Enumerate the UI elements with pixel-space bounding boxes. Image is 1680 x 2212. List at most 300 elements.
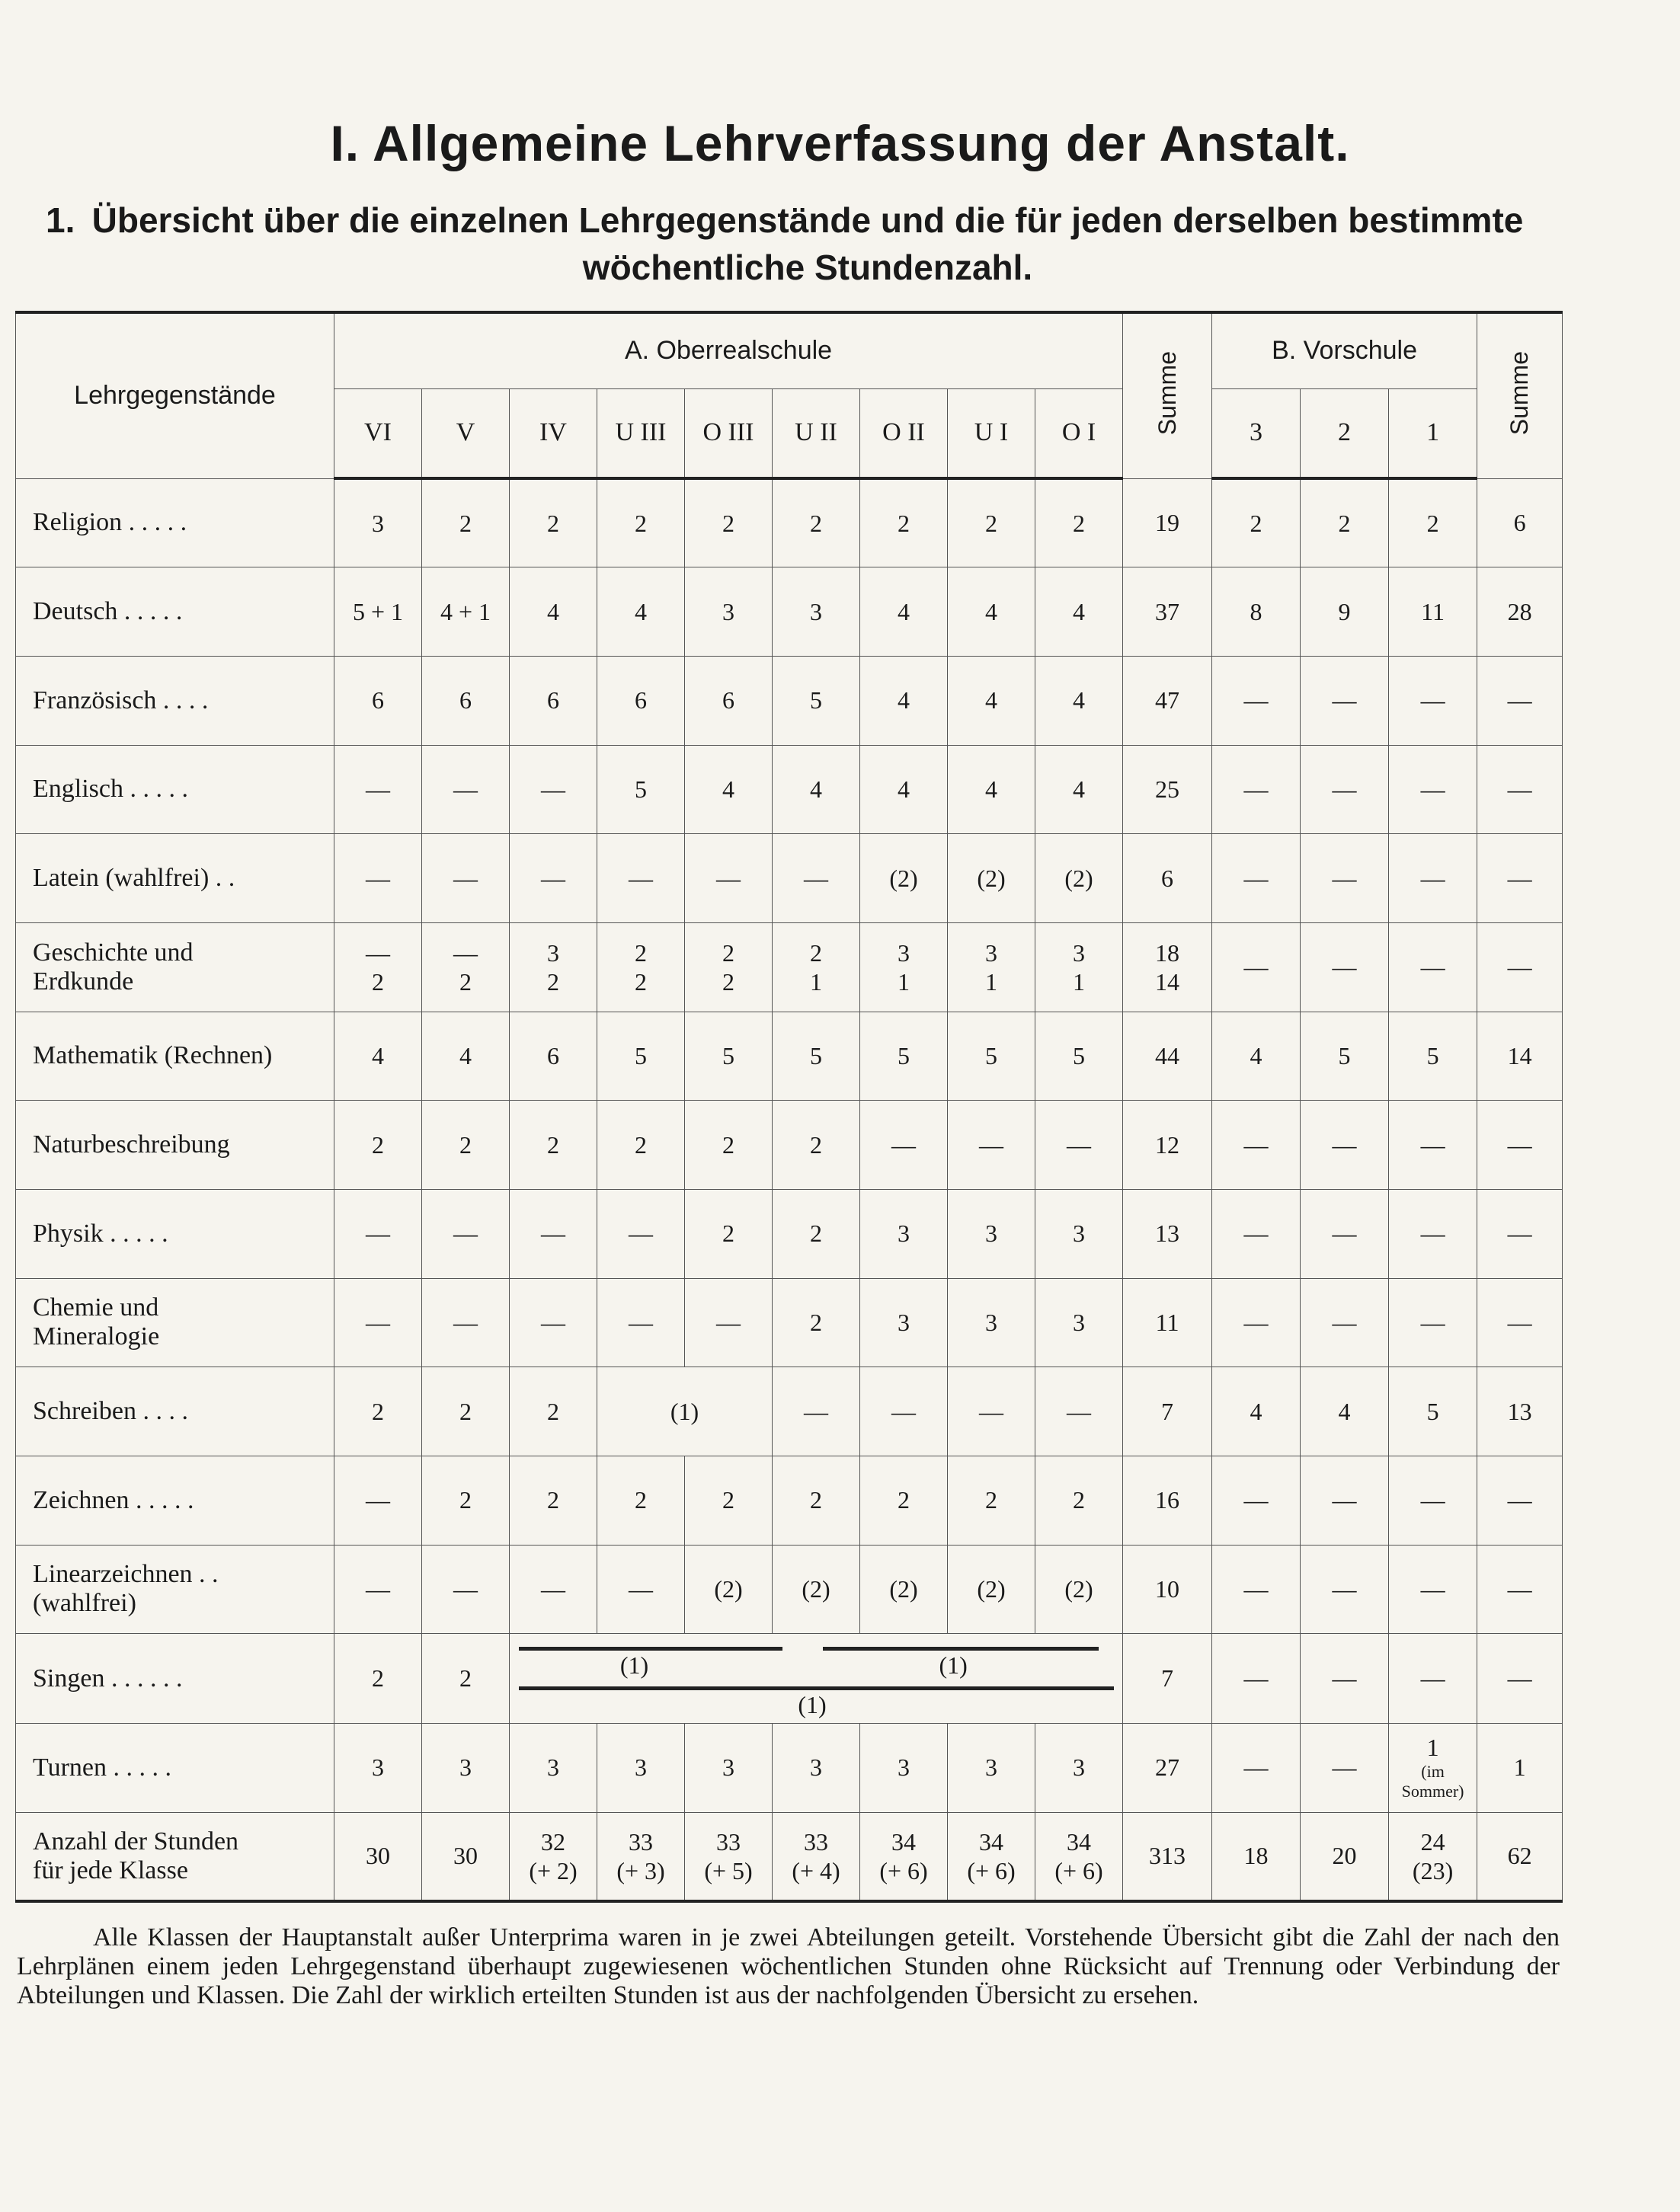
value-cell: 11: [1389, 567, 1477, 657]
value-line1: 3: [898, 938, 910, 967]
value-cell: 3: [334, 1723, 422, 1812]
value-cell: [510, 1812, 597, 1901]
value-cell: [510, 922, 597, 1012]
value-cell: —: [685, 834, 773, 923]
value-cell: 6: [422, 656, 510, 745]
value-cell: —: [1212, 834, 1301, 923]
value-cell: 3: [948, 1278, 1035, 1367]
value-cell: —: [1389, 745, 1477, 834]
value-cell: 4: [860, 567, 948, 657]
sum-b-cell: —: [1477, 1545, 1563, 1634]
value-cell: —: [1212, 1456, 1301, 1545]
value-line2: 1: [898, 967, 910, 996]
value-cell: 5 + 1: [334, 567, 422, 657]
class-header-b: 2: [1301, 388, 1389, 478]
value-cell: —: [1301, 1189, 1389, 1278]
table-row: [16, 1012, 1563, 1101]
value-cell: 4: [948, 745, 1035, 834]
value-line2: (+ 6): [1054, 1856, 1103, 1884]
value-cell: —: [334, 1456, 422, 1545]
value-cell: [1389, 1812, 1477, 1901]
sum-b-cell: —: [1477, 834, 1563, 923]
value-cell: 3: [510, 1723, 597, 1812]
value-cell: 2: [685, 1101, 773, 1190]
sum-a-cell: 19: [1123, 478, 1212, 567]
table-row: [16, 1189, 1563, 1278]
subject-cell: Latein (wahlfrei) . .: [16, 834, 334, 923]
value-cell: —: [1301, 1545, 1389, 1634]
subject-cell: Französisch . . . .: [16, 656, 334, 745]
value-cell: 2: [334, 1101, 422, 1190]
subject-cell: Deutsch . . . . .: [16, 567, 334, 657]
value-line2: 2: [722, 967, 734, 996]
value-cell: [334, 922, 422, 1012]
value-line1: 33: [716, 1827, 741, 1856]
value-cell: 4: [1035, 567, 1123, 657]
value-cell: 5: [948, 1012, 1035, 1101]
sum-a-cell: 47: [1123, 656, 1212, 745]
subject-line1: Chemie und: [33, 1293, 159, 1322]
class-header-a: O II: [860, 388, 948, 478]
table-row: [16, 1367, 1563, 1456]
table-row: [16, 567, 1563, 657]
sum-b-cell: —: [1477, 1456, 1563, 1545]
value-cell: —: [1301, 745, 1389, 834]
value-cell: —: [1389, 1278, 1477, 1367]
value-line1: 34: [979, 1827, 1003, 1856]
value-cell: 2: [860, 478, 948, 567]
value-cell: [773, 1812, 860, 1901]
value-cell: 2: [597, 1456, 685, 1545]
sum-b-cell: 62: [1477, 1812, 1563, 1901]
value-cell: —: [1389, 1101, 1477, 1190]
value-cell: (2): [1035, 1545, 1123, 1634]
value-cell: (2): [948, 1545, 1035, 1634]
value-cell: —: [773, 1367, 860, 1456]
value-cell: 4: [1212, 1012, 1301, 1101]
value-cell: 5: [1389, 1012, 1477, 1101]
value-cell: 4: [948, 567, 1035, 657]
sum-a-cell: 11: [1123, 1278, 1212, 1367]
value-line1: 34: [891, 1827, 916, 1856]
value-cell: 2: [1035, 1456, 1123, 1545]
value-cell: —: [422, 745, 510, 834]
value-line2: (im: [1421, 1762, 1445, 1782]
value-cell: —: [773, 834, 860, 923]
value-line2: 2: [635, 967, 647, 996]
value-line1: 1: [1426, 1734, 1439, 1762]
value-cell: 4: [860, 745, 948, 834]
value-cell: 2: [597, 1101, 685, 1190]
brace-left-label: (1): [619, 1651, 649, 1680]
value-line2: (+ 5): [704, 1856, 753, 1884]
sum-a-cell: 313: [1123, 1812, 1212, 1901]
sum-b-cell: —: [1477, 1278, 1563, 1367]
value-cell: 2: [422, 1101, 510, 1190]
subject-line1: Anzahl der Stunden: [33, 1827, 239, 1856]
value-cell: —: [1035, 1101, 1123, 1190]
value-cell: [860, 1812, 948, 1901]
value-cell: —: [1035, 1367, 1123, 1456]
value-cell: 3: [1035, 1189, 1123, 1278]
value-cell: —: [1212, 656, 1301, 745]
value-line1: 2: [635, 938, 647, 967]
value-cell: 2: [685, 1189, 773, 1278]
sum-b-cell: —: [1477, 1101, 1563, 1190]
value-cell: 2: [510, 1456, 597, 1545]
value-cell: —: [422, 1278, 510, 1367]
class-header-b: 3: [1212, 388, 1301, 478]
table-row: [16, 1101, 1563, 1190]
sum-a-label: Summe: [1153, 350, 1181, 435]
brace-all-label: (1): [798, 1691, 827, 1719]
table-row: [16, 922, 1563, 1012]
class-header-a: U II: [773, 388, 860, 478]
value-cell: (2): [860, 834, 948, 923]
subject-cell: Englisch . . . . .: [16, 745, 334, 834]
value-cell: [1035, 922, 1123, 1012]
value-cell: 2: [510, 1101, 597, 1190]
value-cell: 2: [685, 478, 773, 567]
value-cell: —: [860, 1101, 948, 1190]
value-cell: 2: [510, 478, 597, 567]
table-row: [16, 834, 1563, 923]
value-cell: 9: [1301, 567, 1389, 657]
subject-cell: [16, 1278, 334, 1367]
value-cell: 3: [1035, 1723, 1123, 1812]
value-line1: 3: [985, 938, 997, 967]
value-cell: 20: [1301, 1812, 1389, 1901]
value-cell: 6: [510, 1012, 597, 1101]
value-line1: 2: [810, 938, 822, 967]
value-cell: 3: [597, 1723, 685, 1812]
value-cell: 4: [422, 1012, 510, 1101]
sum-b-cell: 6: [1477, 478, 1563, 567]
value-cell: —: [1301, 1456, 1389, 1545]
value-cell: —: [422, 834, 510, 923]
value-cell: 2: [773, 1278, 860, 1367]
value-cell: —: [1212, 1545, 1301, 1634]
value-cell: —: [1301, 656, 1389, 745]
value-line1: 33: [804, 1827, 828, 1856]
class-header-a: V: [422, 388, 510, 478]
value-cell: 3: [860, 1278, 948, 1367]
value-cell: 4: [685, 745, 773, 834]
value-line2: (+ 2): [529, 1856, 578, 1884]
sum-b-cell: —: [1477, 1189, 1563, 1278]
value-cell: —: [334, 834, 422, 923]
sum-b-label: Summe: [1506, 350, 1534, 435]
class-header-a: O III: [685, 388, 773, 478]
value-cell: 3: [860, 1723, 948, 1812]
sub-heading-line2: wöchentliche Stundenzahl.: [582, 248, 1033, 287]
value-cell: 2: [773, 478, 860, 567]
value-cell: —: [1212, 1723, 1301, 1812]
value-cell: —: [1389, 1189, 1477, 1278]
class-header-a: O I: [1035, 388, 1123, 478]
value-cell: 5: [860, 1012, 948, 1101]
value-line1: 32: [541, 1827, 565, 1856]
subject-cell: [16, 1545, 334, 1634]
value-line2: (+ 6): [879, 1856, 928, 1884]
value-cell: —: [1389, 922, 1477, 1012]
value-line2: 1: [985, 967, 997, 996]
value-cell: 5: [1389, 1367, 1477, 1456]
sum-a-cell: 6: [1123, 834, 1212, 923]
sub-heading-number: 1.: [46, 200, 75, 240]
value-cell: —: [1301, 1723, 1389, 1812]
subject-line2: Erdkunde: [33, 967, 134, 996]
value-cell: —: [597, 1189, 685, 1278]
value-cell: —: [510, 834, 597, 923]
value-cell: 6: [334, 656, 422, 745]
brace-left-line: [519, 1647, 782, 1651]
subject-line2: Mineralogie: [33, 1322, 160, 1351]
footnote-text: Alle Klassen der Hauptanstalt außer Unterprima waren in je zwei Abteilungen geteilt. Vorstehende Übersicht gibt die Zahl der nach den Lehrplänen einem jeden Lehrgegenstand überhaupt zugewiesenen wöchentlichen Stunden ohne Rücksicht auf Trennung oder Verbindung der Abteilungen und Klassen. Die Zahl der wirklich erteilten Stunden ist aus der nachfolgenden Übersicht zu ersehen.: [17, 1923, 1560, 2009]
value-cell: 30: [334, 1812, 422, 1901]
table-row: [16, 745, 1563, 834]
sum-a-header: [1123, 312, 1212, 478]
sum-line1: 18: [1155, 938, 1180, 967]
value-cell: 4: [334, 1012, 422, 1101]
group-b-header: B. Vorschule: [1212, 312, 1477, 388]
subject-line2: (wahlfrei): [33, 1589, 136, 1618]
subject-line1: Linearzeichnen . .: [33, 1560, 219, 1589]
value-cell: [597, 1812, 685, 1901]
value-cell: —: [1301, 1278, 1389, 1367]
value-cell: 3: [773, 567, 860, 657]
value-cell: 6: [510, 656, 597, 745]
value-line1: 3: [1073, 938, 1086, 967]
main-heading: I. Allgemeine Lehrverfassung der Anstalt.: [330, 115, 1350, 171]
value-cell: —: [597, 1545, 685, 1634]
subject-cell: Naturbeschreibung: [16, 1101, 334, 1190]
subject-cell: Physik . . . . .: [16, 1189, 334, 1278]
sum-a-cell: 7: [1123, 1634, 1212, 1724]
value-line2: 2: [547, 967, 559, 996]
value-cell: 2: [685, 1456, 773, 1545]
value-cell: 5: [597, 1012, 685, 1101]
value-cell: [422, 922, 510, 1012]
value-cell: —: [422, 1189, 510, 1278]
value-line1: 2: [722, 938, 734, 967]
value-cell: 2: [773, 1101, 860, 1190]
value-line1: 33: [629, 1827, 653, 1856]
value-cell: 5: [773, 656, 860, 745]
brace-right-label: (1): [939, 1651, 968, 1680]
sum-b-header: [1477, 312, 1563, 478]
value-cell: 18: [1212, 1812, 1301, 1901]
value-cell: —: [1389, 1456, 1477, 1545]
value-cell: 5: [597, 745, 685, 834]
value-cell: —: [510, 1189, 597, 1278]
subjects-table: [15, 311, 1563, 1903]
value-cell: [1389, 1723, 1477, 1812]
value-cell: —: [1301, 834, 1389, 923]
value-cell: 2: [597, 478, 685, 567]
value-cell: 2: [510, 1367, 597, 1456]
value-cell: —: [1389, 834, 1477, 923]
value-cell: 2: [422, 1456, 510, 1545]
value-cell: —: [510, 1278, 597, 1367]
sub-heading: [46, 197, 1570, 291]
value-cell: 3: [1035, 1278, 1123, 1367]
value-cell: 4: [948, 656, 1035, 745]
value-cell: 4: [1301, 1367, 1389, 1456]
subject-cell: [16, 922, 334, 1012]
brace-all-line: [519, 1686, 1114, 1690]
value-cell: [948, 1812, 1035, 1901]
table-row: [16, 478, 1563, 567]
sum-a-cell: [1123, 922, 1212, 1012]
sub-heading-line1: Übersicht über die einzelnen Lehrgegenstände und die für jeden derselben bestimmte: [91, 200, 1524, 240]
value-cell: —: [510, 1545, 597, 1634]
value-cell: —: [1389, 656, 1477, 745]
table-row: [16, 1278, 1563, 1367]
value-cell: —: [334, 745, 422, 834]
value-cell: —: [1301, 1634, 1389, 1724]
sum-a-cell: 7: [1123, 1367, 1212, 1456]
subject-header: Lehrgegenstände: [16, 312, 334, 478]
sum-a-cell: 27: [1123, 1723, 1212, 1812]
value-cell: 3: [422, 1723, 510, 1812]
singen-brace-cell: [510, 1634, 1123, 1724]
table-row: [16, 1634, 1563, 1724]
value-line2: (+ 4): [792, 1856, 840, 1884]
value-cell: 6: [685, 656, 773, 745]
sum-b-cell: —: [1477, 922, 1563, 1012]
sum-a-cell: 25: [1123, 745, 1212, 834]
value-line1: —: [366, 938, 390, 967]
value-cell: 2: [948, 1456, 1035, 1545]
value-cell: 4: [1035, 656, 1123, 745]
subject-line1: Geschichte und: [33, 938, 194, 967]
value-cell: —: [1212, 1101, 1301, 1190]
value-cell: 3: [685, 567, 773, 657]
value-cell: 3: [948, 1723, 1035, 1812]
value-cell: —: [510, 745, 597, 834]
value-cell: —: [1389, 1634, 1477, 1724]
value-cell: 6: [597, 656, 685, 745]
value-cell: —: [1212, 1634, 1301, 1724]
value-cell: [860, 922, 948, 1012]
value-line2: (+ 3): [616, 1856, 665, 1884]
value-cell: 3: [860, 1189, 948, 1278]
value-cell: —: [860, 1367, 948, 1456]
value-cell: 2: [1389, 478, 1477, 567]
value-cell: 2: [860, 1456, 948, 1545]
sum-b-cell: 13: [1477, 1367, 1563, 1456]
brace-wrap: [510, 1635, 1122, 1722]
value-cell: 5: [1301, 1012, 1389, 1101]
value-cell: —: [1389, 1545, 1477, 1634]
value-cell: —: [1212, 1189, 1301, 1278]
value-cell: —: [597, 1278, 685, 1367]
value-cell: [685, 1812, 773, 1901]
value-cell: —: [334, 1189, 422, 1278]
value-cell: [948, 922, 1035, 1012]
sum-b-cell: 14: [1477, 1012, 1563, 1101]
value-cell: [597, 922, 685, 1012]
table-row: [16, 656, 1563, 745]
value-line1: 3: [547, 938, 559, 967]
class-header-a: U I: [948, 388, 1035, 478]
value-cell: 2: [1301, 478, 1389, 567]
value-cell: 2: [1035, 478, 1123, 567]
value-cell: [1035, 1812, 1123, 1901]
value-cell: 2: [948, 478, 1035, 567]
value-cell: 3: [334, 478, 422, 567]
value-cell: —: [685, 1278, 773, 1367]
value-cell: (2): [948, 834, 1035, 923]
sum-a-cell: 44: [1123, 1012, 1212, 1101]
value-cell: (2): [773, 1545, 860, 1634]
footnote: [17, 1923, 1560, 2010]
value-cell: —: [1301, 922, 1389, 1012]
subject-cell: Turnen . . . . .: [16, 1723, 334, 1812]
value-cell: 2: [422, 1634, 510, 1724]
value-cell: 4: [510, 567, 597, 657]
value-cell: 3: [948, 1189, 1035, 1278]
value-cell: 4: [1212, 1367, 1301, 1456]
value-cell: —: [334, 1545, 422, 1634]
value-line2: (23): [1412, 1856, 1454, 1884]
value-cell: 8: [1212, 567, 1301, 657]
value-line2: 1: [1073, 967, 1086, 996]
value-line2: 2: [372, 967, 384, 996]
value-cell: 3: [685, 1723, 773, 1812]
value-cell: 4: [773, 745, 860, 834]
value-line1: —: [453, 938, 478, 967]
table-row: [16, 1545, 1563, 1634]
sum-a-cell: 16: [1123, 1456, 1212, 1545]
sum-b-cell: —: [1477, 1634, 1563, 1724]
value-cell: 4: [597, 567, 685, 657]
sum-b-cell: —: [1477, 656, 1563, 745]
value-cell: 30: [422, 1812, 510, 1901]
value-cell: (2): [685, 1545, 773, 1634]
value-cell: —: [1212, 1278, 1301, 1367]
value-cell: 2: [334, 1634, 422, 1724]
subject-cell: Religion . . . . .: [16, 478, 334, 567]
value-line2: 1: [810, 967, 822, 996]
subject-cell: Singen . . . . . .: [16, 1634, 334, 1724]
value-cell: 4: [860, 656, 948, 745]
value-cell: 2: [422, 1367, 510, 1456]
value-cell: (2): [860, 1545, 948, 1634]
value-cell: 2: [334, 1367, 422, 1456]
class-header-b: 1: [1389, 388, 1477, 478]
value-cell: 5: [773, 1012, 860, 1101]
sum-b-cell: 28: [1477, 567, 1563, 657]
value-cell: —: [1212, 922, 1301, 1012]
value-cell: —: [948, 1367, 1035, 1456]
class-header-a: IV: [510, 388, 597, 478]
value-cell: (2): [1035, 834, 1123, 923]
group-a-header: A. Oberrealschule: [334, 312, 1123, 388]
table-row: [16, 1812, 1563, 1901]
sum-b-cell: 1: [1477, 1723, 1563, 1812]
sum-a-cell: 10: [1123, 1545, 1212, 1634]
value-cell: —: [948, 1101, 1035, 1190]
brace-right-line: [823, 1647, 1099, 1651]
value-line2: 2: [459, 967, 472, 996]
value-cell: —: [1212, 745, 1301, 834]
sum-b-cell: —: [1477, 745, 1563, 834]
value-cell: 5: [685, 1012, 773, 1101]
value-line1: 24: [1420, 1827, 1445, 1856]
sum-line2: 14: [1155, 967, 1180, 996]
